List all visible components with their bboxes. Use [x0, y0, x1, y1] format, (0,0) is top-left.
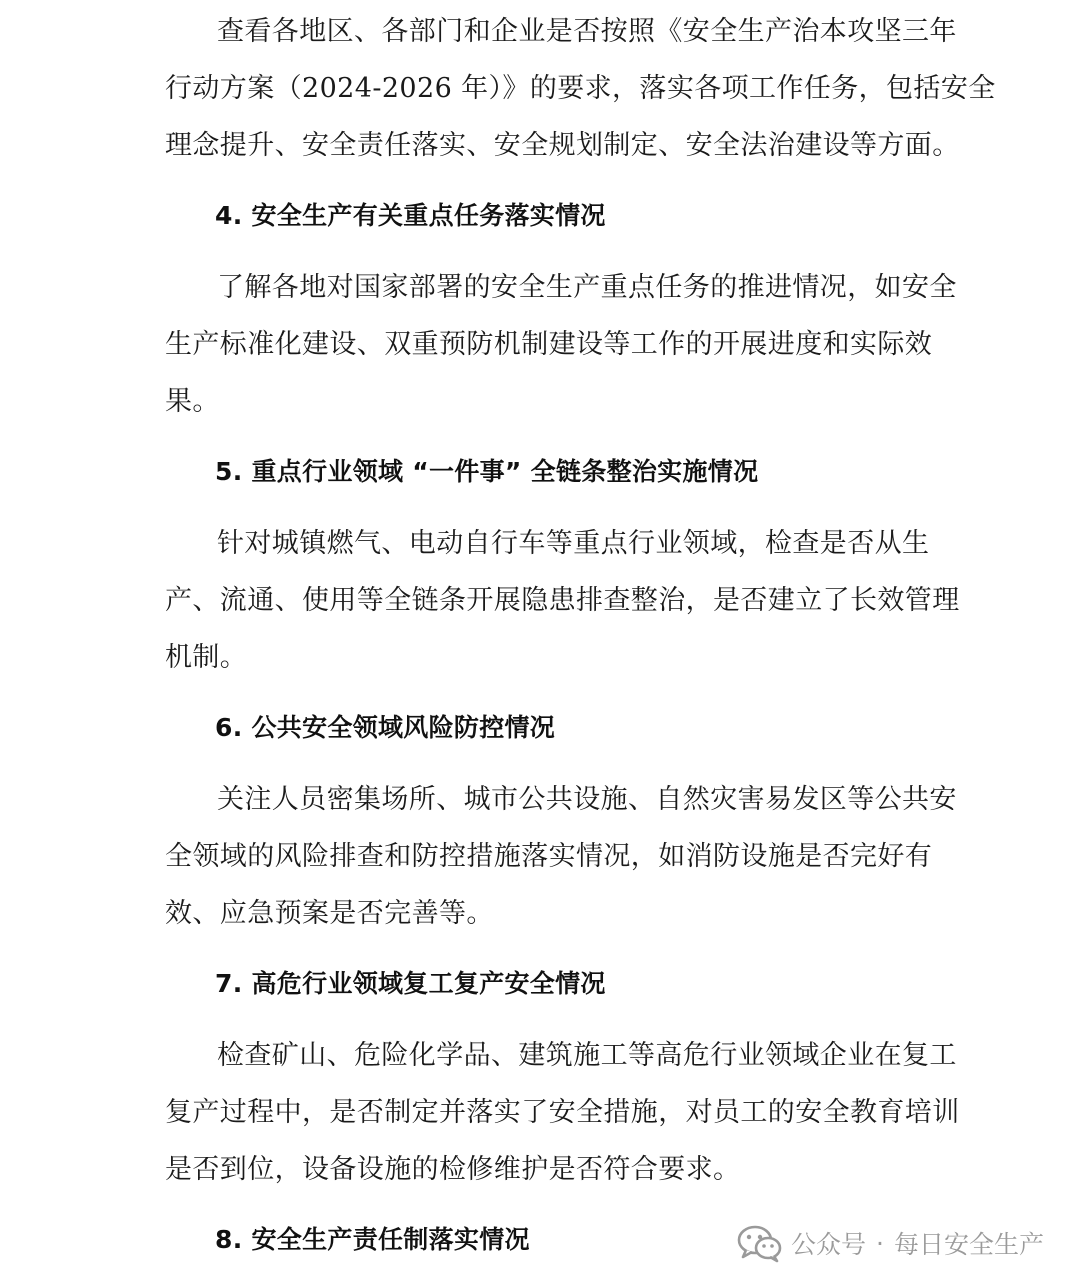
- paragraph-line: 检查矿山、危险化学品、建筑施工等高危行业领域企业在复工: [217, 1040, 957, 1071]
- paragraph-section-5: [165, 515, 960, 686]
- paragraph-line: 机制。: [165, 642, 248, 673]
- paragraph-line: 针对城镇燃气、电动自行车等重点行业领域，检查是否从生: [217, 528, 930, 559]
- paragraph-line: 效、应急预案是否完善等。: [165, 898, 494, 929]
- paragraph-line: 全领域的风险排查和防控措施落实情况，如消防设施是否完好有: [165, 841, 933, 872]
- paragraph-section-4: [165, 259, 957, 430]
- paragraph-section-6: [165, 771, 957, 942]
- paragraph-line: 了解各地对国家部署的安全生产重点任务的推进情况，如安全: [217, 272, 957, 303]
- paragraph-line: 关注人员密集场所、城市公共设施、自然灾害易发区等公共安: [217, 784, 957, 815]
- watermark-separator: ·: [876, 1228, 884, 1258]
- section-heading-5: 5. 重点行业领域 “一件事” 全链条整治实施情况: [215, 457, 759, 486]
- paragraph-line: 果。: [165, 386, 220, 417]
- paragraph-intro: [165, 3, 996, 174]
- wechat-icon: [737, 1223, 783, 1263]
- paragraph-line: 行动方案（2024-2026 年）》的要求，落实各项工作任务，包括安全: [165, 73, 996, 104]
- section-heading-4: 4. 安全生产有关重点任务落实情况: [215, 201, 606, 230]
- paragraph-line: 复产过程中，是否制定并落实了安全措施，对员工的安全教育培训: [165, 1097, 960, 1128]
- wechat-watermark: [737, 1218, 1044, 1268]
- section-heading-8: 8. 安全生产责任制落实情况: [215, 1225, 530, 1254]
- paragraph-line: 是否到位，设备设施的检修维护是否符合要求。: [165, 1154, 741, 1185]
- paragraph-line: 生产标准化建设、双重预防机制建设等工作的开展进度和实际效: [165, 329, 933, 360]
- section-heading-6: 6. 公共安全领域风险防控情况: [215, 713, 556, 742]
- paragraph-line: 理念提升、安全责任落实、安全规划制定、安全法治建设等方面。: [165, 130, 960, 161]
- section-heading-7: 7. 高危行业领域复工复产安全情况: [215, 969, 606, 998]
- watermark-platform: 公众号: [791, 1230, 867, 1259]
- paragraph-line: 查看各地区、各部门和企业是否按照《安全生产治本攻坚三年: [217, 16, 957, 47]
- watermark-account: 每日安全生产: [893, 1230, 1044, 1259]
- paragraph-section-7: [165, 1027, 960, 1198]
- paragraph-line: 产、流通、使用等全链条开展隐患排查整治，是否建立了长效管理: [165, 585, 960, 616]
